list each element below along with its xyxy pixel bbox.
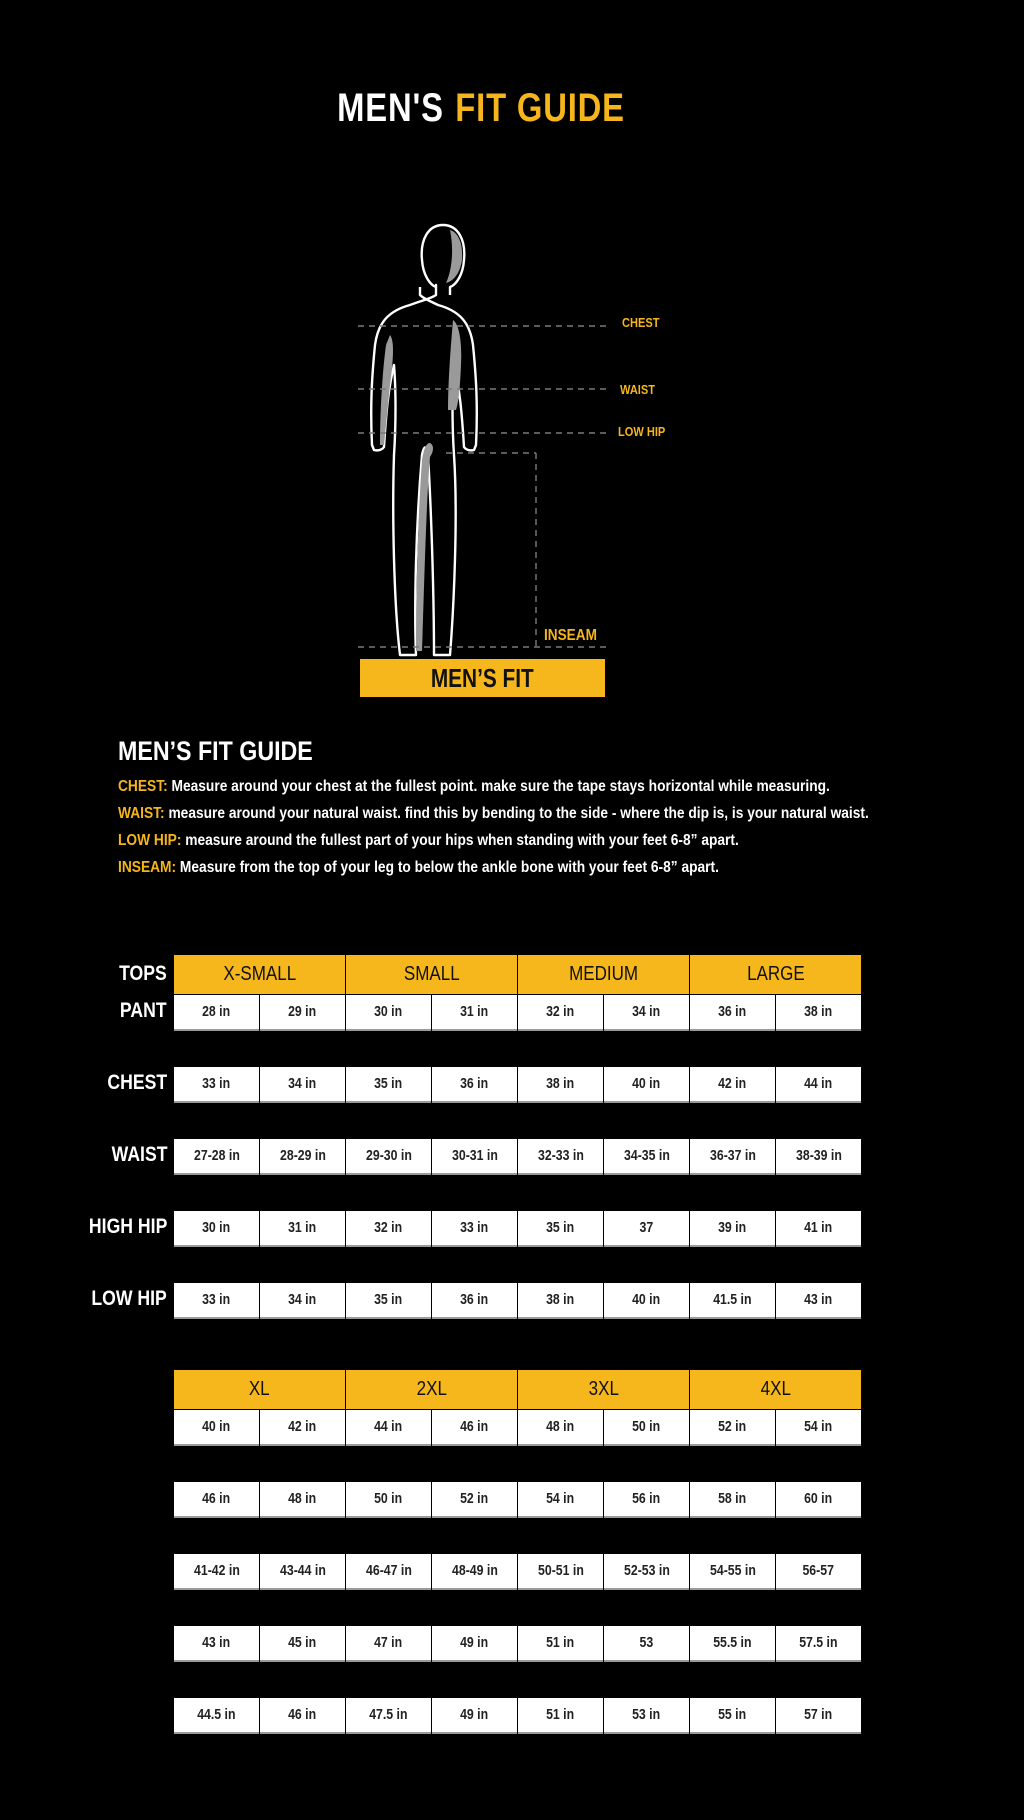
cell-value: 41.5 in xyxy=(713,1291,752,1308)
body-silhouette-figure xyxy=(350,215,680,695)
cell-value: 53 in xyxy=(632,1706,661,1723)
table-cell xyxy=(432,1211,517,1247)
table-cell xyxy=(432,1067,517,1103)
cell-value: 37 xyxy=(639,1219,654,1236)
table-cell xyxy=(260,995,345,1031)
size-header xyxy=(690,1370,861,1409)
table-cell xyxy=(174,1410,259,1446)
table-cell xyxy=(776,1554,861,1590)
cell-value: 35 in xyxy=(374,1075,403,1092)
table-cell xyxy=(690,1283,775,1319)
cell-value: 31 in xyxy=(460,1003,489,1020)
table-cell xyxy=(174,1626,259,1662)
size-header xyxy=(518,1370,689,1409)
table-cell xyxy=(432,1410,517,1446)
cell-value: 52 in xyxy=(460,1490,489,1507)
table-cell xyxy=(346,1554,431,1590)
cell-value: 48-49 in xyxy=(451,1562,498,1579)
table-cell xyxy=(776,1067,861,1103)
cell-value: 27-28 in xyxy=(193,1147,240,1164)
cell-value: 55.5 in xyxy=(713,1634,752,1651)
table-cell xyxy=(346,1410,431,1446)
cell-value: 35 in xyxy=(374,1291,403,1308)
size-header xyxy=(174,1370,345,1409)
guide-text: Measure around your chest at the fullest point. make sure the tape stays horizontal while measuring. xyxy=(167,778,830,795)
size-header-row xyxy=(174,1370,862,1409)
table-cell xyxy=(174,995,259,1031)
cell-value: 48 in xyxy=(546,1418,575,1435)
table-cell xyxy=(260,1211,345,1247)
row-label-chest: CHEST xyxy=(107,1071,167,1094)
size-table-2 xyxy=(174,1370,862,1723)
table-cell xyxy=(518,1211,603,1247)
cell-value: 31 in xyxy=(288,1219,317,1236)
cell-value: 30 in xyxy=(202,1219,231,1236)
table-cell xyxy=(346,1139,431,1175)
cell-value: 38 in xyxy=(546,1291,575,1308)
table-cell xyxy=(518,1554,603,1590)
cell-value: 29 in xyxy=(288,1003,317,1020)
size-header-label: 4XL xyxy=(760,1378,791,1400)
cell-value: 55 in xyxy=(718,1706,747,1723)
cell-value: 54-55 in xyxy=(709,1562,756,1579)
table-row xyxy=(174,1482,862,1518)
cell-value: 30-31 in xyxy=(451,1147,498,1164)
size-header xyxy=(346,1370,517,1409)
table-cell xyxy=(690,995,775,1031)
table-cell xyxy=(518,1410,603,1446)
table-cell xyxy=(690,1139,775,1175)
table-cell xyxy=(604,1626,689,1662)
table-cell xyxy=(518,1067,603,1103)
guide-key: WAIST: xyxy=(118,805,165,822)
size-header-label: 3XL xyxy=(588,1378,619,1400)
cell-value: 50-51 in xyxy=(537,1562,584,1579)
cell-value: 41-42 in xyxy=(193,1562,240,1579)
table-cell xyxy=(518,995,603,1031)
guide-key: LOW HIP: xyxy=(118,832,182,849)
guide-line-waist xyxy=(118,800,892,827)
cell-value: 50 in xyxy=(632,1418,661,1435)
cell-value: 60 in xyxy=(804,1490,833,1507)
cell-value: 32 in xyxy=(374,1219,403,1236)
table-cell xyxy=(260,1554,345,1590)
table-cell xyxy=(776,1139,861,1175)
cell-value: 34-35 in xyxy=(623,1147,670,1164)
cell-value: 57 in xyxy=(804,1706,833,1723)
guide-key: INSEAM: xyxy=(118,859,177,876)
table-cell xyxy=(690,1410,775,1446)
mens-fit-banner xyxy=(360,659,605,697)
cell-value: 46 in xyxy=(202,1490,231,1507)
table-cell xyxy=(346,1067,431,1103)
table-cell xyxy=(518,1139,603,1175)
waist-measure-label: WAIST xyxy=(620,382,655,397)
cell-value: 56-57 xyxy=(802,1562,835,1579)
cell-value: 32 in xyxy=(546,1003,575,1020)
table-cell xyxy=(604,1554,689,1590)
cell-value: 45 in xyxy=(288,1634,317,1651)
cell-value: 44 in xyxy=(804,1075,833,1092)
row-label-pant: PANT xyxy=(120,999,167,1022)
table-cell xyxy=(174,1283,259,1319)
guide-text: measure around your natural waist. find this by bending to the side - where the dip is, is your natural waist. xyxy=(164,805,869,822)
table-cell xyxy=(776,1211,861,1247)
cell-value: 51 in xyxy=(546,1706,575,1723)
cell-value: 36 in xyxy=(718,1003,747,1020)
cell-value: 29-30 in xyxy=(365,1147,412,1164)
guide-line-chest xyxy=(118,773,892,800)
cell-value: 38-39 in xyxy=(795,1147,842,1164)
size-header-label: X-SMALL xyxy=(223,963,296,985)
cell-value: 33 in xyxy=(460,1219,489,1236)
cell-value: 34 in xyxy=(288,1291,317,1308)
size-table-1 xyxy=(174,955,862,1308)
guide-text: Measure from the top of your leg to below the ankle bone with your feet 6-8” apart. xyxy=(176,859,719,876)
cell-value: 48 in xyxy=(288,1490,317,1507)
table-cell xyxy=(776,1410,861,1446)
size-header-row xyxy=(174,955,862,994)
chest-measure-label: CHEST xyxy=(622,315,660,330)
table-cell xyxy=(432,1698,517,1734)
table-cell xyxy=(432,1626,517,1662)
row-label-tops: TOPS xyxy=(119,962,167,985)
table-cell xyxy=(690,1211,775,1247)
table-cell xyxy=(260,1410,345,1446)
cell-value: 51 in xyxy=(546,1634,575,1651)
table-cell xyxy=(346,1698,431,1734)
table-cell xyxy=(518,1698,603,1734)
table-cell xyxy=(690,1554,775,1590)
mens-fit-banner-text: MEN’S FIT xyxy=(431,663,534,693)
table-row xyxy=(174,1698,862,1734)
cell-value: 54 in xyxy=(804,1418,833,1435)
table-cell xyxy=(432,1283,517,1319)
title-part-2: FIT GUIDE xyxy=(455,86,625,130)
table-cell xyxy=(432,1482,517,1518)
guide-line-low-hip xyxy=(118,827,892,854)
guide-text: measure around the fullest part of your hips when standing with your feet 6-8” apart. xyxy=(181,832,739,849)
table-cell xyxy=(432,1554,517,1590)
table-cell xyxy=(604,1410,689,1446)
cell-value: 40 in xyxy=(632,1075,661,1092)
table-cell xyxy=(174,1554,259,1590)
table-row xyxy=(174,1554,862,1590)
table-cell xyxy=(260,1067,345,1103)
size-header-label: SMALL xyxy=(403,963,460,985)
low-hip-measure-label: LOW HIP xyxy=(618,424,666,439)
cell-value: 28-29 in xyxy=(279,1147,326,1164)
size-header xyxy=(518,955,689,994)
table-cell xyxy=(604,1067,689,1103)
table-cell xyxy=(174,1698,259,1734)
cell-value: 30 in xyxy=(374,1003,403,1020)
table-cell xyxy=(604,1283,689,1319)
cell-value: 41 in xyxy=(804,1219,833,1236)
table-cell xyxy=(260,1482,345,1518)
title-part-1: MEN'S xyxy=(337,86,444,130)
table-cell xyxy=(346,995,431,1031)
table-cell xyxy=(776,1626,861,1662)
table-cell xyxy=(604,1698,689,1734)
size-header-label: MEDIUM xyxy=(569,963,638,985)
cell-value: 49 in xyxy=(460,1634,489,1651)
table-row xyxy=(174,1626,862,1662)
table-row xyxy=(174,1139,862,1175)
cell-value: 42 in xyxy=(288,1418,317,1435)
cell-value: 52-53 in xyxy=(623,1562,670,1579)
table-cell xyxy=(518,1283,603,1319)
row-label-waist: WAIST xyxy=(111,1143,167,1166)
table-row xyxy=(174,1283,862,1319)
cell-value: 52 in xyxy=(718,1418,747,1435)
size-header-label: LARGE xyxy=(746,963,805,985)
cell-value: 46 in xyxy=(288,1706,317,1723)
table-cell xyxy=(518,1482,603,1518)
table-cell xyxy=(690,1626,775,1662)
table-row xyxy=(174,1211,862,1247)
inseam-measure-label: INSEAM xyxy=(544,627,597,644)
cell-value: 43 in xyxy=(804,1291,833,1308)
table-row xyxy=(174,1067,862,1103)
table-cell xyxy=(690,1067,775,1103)
table-row xyxy=(174,995,862,1031)
table-cell xyxy=(346,1482,431,1518)
cell-value: 47.5 in xyxy=(369,1706,408,1723)
table-cell xyxy=(260,1283,345,1319)
size-header xyxy=(690,955,861,994)
cell-value: 46 in xyxy=(460,1418,489,1435)
table-cell xyxy=(518,1626,603,1662)
table-cell xyxy=(174,1482,259,1518)
table-cell xyxy=(776,1698,861,1734)
row-label-high-hip: HIGH HIP xyxy=(88,1215,167,1238)
guide-line-inseam xyxy=(118,854,892,881)
cell-value: 36-37 in xyxy=(709,1147,756,1164)
table-cell xyxy=(690,1482,775,1518)
table-cell xyxy=(174,1211,259,1247)
cell-value: 39 in xyxy=(718,1219,747,1236)
table-cell xyxy=(604,1139,689,1175)
cell-value: 56 in xyxy=(632,1490,661,1507)
cell-value: 34 in xyxy=(288,1075,317,1092)
cell-value: 42 in xyxy=(718,1075,747,1092)
table-cell xyxy=(174,1067,259,1103)
cell-value: 57.5 in xyxy=(799,1634,838,1651)
table-cell xyxy=(346,1211,431,1247)
table-cell xyxy=(604,1211,689,1247)
cell-value: 46-47 in xyxy=(365,1562,412,1579)
table-cell xyxy=(346,1626,431,1662)
cell-value: 40 in xyxy=(632,1291,661,1308)
cell-value: 44 in xyxy=(374,1418,403,1435)
size-header-label: XL xyxy=(249,1378,270,1400)
table-cell xyxy=(432,995,517,1031)
cell-value: 43-44 in xyxy=(279,1562,326,1579)
cell-value: 53 xyxy=(639,1634,654,1651)
size-header-label: 2XL xyxy=(416,1378,447,1400)
cell-value: 33 in xyxy=(202,1075,231,1092)
cell-value: 38 in xyxy=(804,1003,833,1020)
row-label-low-hip: LOW HIP xyxy=(91,1287,167,1310)
fit-guide-section xyxy=(118,736,1018,881)
size-header xyxy=(174,955,345,994)
table-row xyxy=(174,1410,862,1446)
guide-key: CHEST: xyxy=(118,778,168,795)
cell-value: 36 in xyxy=(460,1291,489,1308)
table-cell xyxy=(346,1283,431,1319)
cell-value: 47 in xyxy=(374,1634,403,1651)
cell-value: 50 in xyxy=(374,1490,403,1507)
table-cell xyxy=(260,1698,345,1734)
cell-value: 35 in xyxy=(546,1219,575,1236)
cell-value: 36 in xyxy=(460,1075,489,1092)
table-cell xyxy=(260,1626,345,1662)
cell-value: 28 in xyxy=(202,1003,231,1020)
page-title xyxy=(87,86,876,131)
table-cell xyxy=(432,1139,517,1175)
cell-value: 44.5 in xyxy=(197,1706,236,1723)
table-cell xyxy=(174,1139,259,1175)
cell-value: 34 in xyxy=(632,1003,661,1020)
cell-value: 33 in xyxy=(202,1291,231,1308)
table-cell xyxy=(260,1139,345,1175)
table-cell xyxy=(604,1482,689,1518)
cell-value: 38 in xyxy=(546,1075,575,1092)
cell-value: 43 in xyxy=(202,1634,231,1651)
table-cell xyxy=(776,1482,861,1518)
cell-value: 54 in xyxy=(546,1490,575,1507)
table-cell xyxy=(690,1698,775,1734)
table-cell xyxy=(776,995,861,1031)
fit-guide-heading: MEN’S FIT GUIDE xyxy=(118,736,313,766)
cell-value: 32-33 in xyxy=(537,1147,584,1164)
cell-value: 49 in xyxy=(460,1706,489,1723)
size-header xyxy=(346,955,517,994)
table-cell xyxy=(776,1283,861,1319)
cell-value: 40 in xyxy=(202,1418,231,1435)
table-cell xyxy=(604,995,689,1031)
cell-value: 58 in xyxy=(718,1490,747,1507)
